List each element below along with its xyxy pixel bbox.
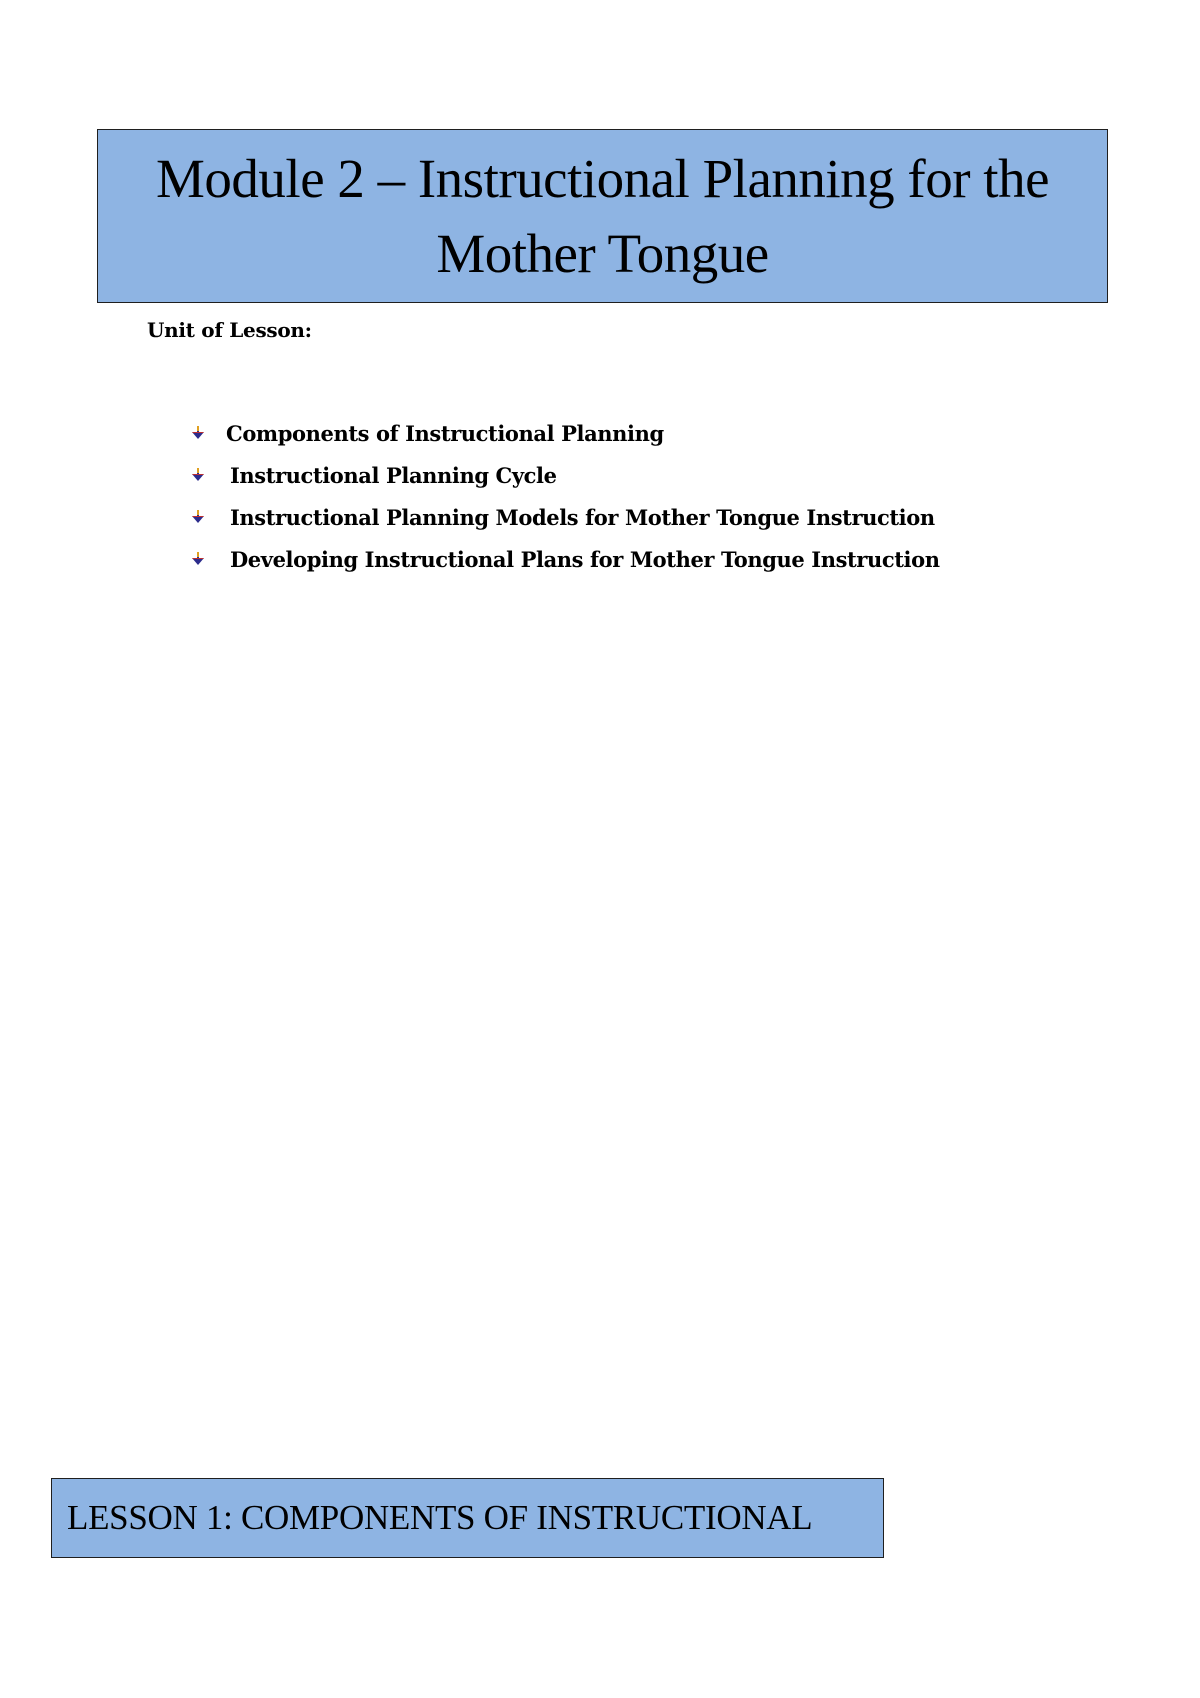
module-title-line-1: Module 2 – Instructional Planning for the [156,148,1049,209]
list-item [188,454,940,496]
list-item [188,496,940,538]
arrow-bullet-icon [188,509,208,525]
list-item [188,412,940,454]
lesson-item-label: Developing Instructional Plans for Mother Tongue Instruction [230,546,940,572]
module-title-line-2: Mother Tongue [436,223,769,284]
lesson-heading-box [51,1478,884,1558]
lesson-item-label: Instructional Planning Models for Mother Tongue Instruction [230,504,935,530]
lesson-item-label: Components of Instructional Planning [226,420,664,446]
arrow-bullet-icon [188,425,208,441]
lesson-heading: LESSON 1: COMPONENTS OF INSTRUCTIONAL [67,1498,813,1537]
module-title [156,141,1049,291]
lesson-item-label: Instructional Planning Cycle [230,462,557,488]
unit-of-lesson-label: Unit of Lesson: [147,318,312,342]
list-item [188,538,940,580]
arrow-bullet-icon [188,551,208,567]
lesson-list [188,412,940,580]
arrow-bullet-icon [188,467,208,483]
module-title-box [97,129,1108,303]
